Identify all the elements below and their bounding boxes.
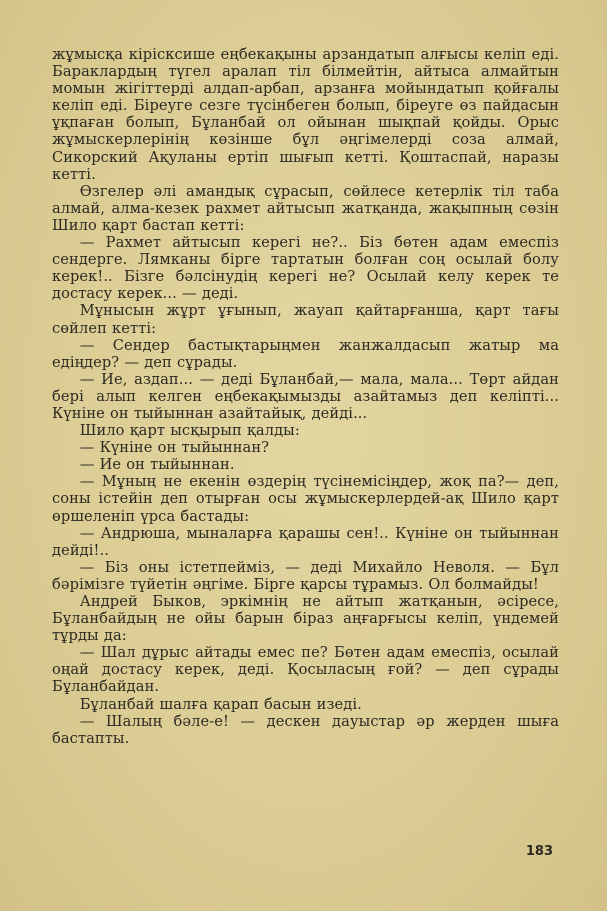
- paragraph: — Мұның не екенін өздерің түсінемісіңдер, жоқ па?— деп, соны істейін деп отырған осы жұмыскерлердей-ақ Шило қарт өршеленіп үрса бастады:: [52, 473, 559, 525]
- paragraph: Мұнысын жұрт ұғынып, жауап қайтарғанша, қарт тағы сөйлеп кетті:: [52, 302, 559, 337]
- paragraph: — Ие, аздап... — деді Бұланбай,— мала, мала... Төрт айдан бері алып келген еңбекақымызды азайтамыз деп келіпті... Күніне он тыйыннан азайтайық, дейді...: [52, 370, 559, 422]
- page-body-text: [52, 46, 559, 747]
- paragraph: Бұланбай шалға қарап басын изеді.: [79, 695, 362, 713]
- paragraph: жұмысқа кірісксише еңбекақыны арзандатып алғысы келіп еді. Бараклардың түгел аралап тіл білмейтін, айтыса алмайтын момын жігіттерді алдап-арбап, арзанға мойындатып қойғалы келіп еді. Біреуге сезге түсінбеген болып, біреуге өз пайдасын ұқпаған болып, Бұланбай ол ойынан шықпай қойды. Орыс жұмыскерлерінің көзінше бұл әңгімелерді соза алмай, Сикорский Ақуланы ертіп шығып кетті. Қоштаспай, наразы кетті.: [52, 46, 559, 183]
- paragraph: Өзгелер әлі амандық сұрасып, сөйлесе кетерлік тіл таба алмай, алма-кезек рахмет айтысып жатқанда, жақыпның сөзін Шило қарт бастап кетті:: [52, 182, 559, 234]
- paragraph: — Шалың бәле-е! — дескен дауыстар әр жерден шыға бастапты.: [52, 712, 559, 747]
- paragraph: — Күніне он тыйыннан?: [79, 439, 270, 457]
- paragraph: — Сендер бастықтарыңмен жанжалдасып жатыр ма едіңдер? — деп сұрады.: [52, 336, 559, 371]
- paragraph: — Андрюша, мыналарға қарашы сен!.. Күніне он тыйыннан дейді!..: [52, 524, 559, 559]
- paragraph: — Біз оны істетпейміз, — деді Михайло Неволя. — Бұл бәрімізге түйетін әңгіме. Бірге қарсы тұрамыз. Ол болмайды!: [52, 558, 559, 593]
- paragraph: — Рахмет айтысып керегі не?.. Біз бөтен адам емеспіз сендерге. Лямканы бірге тартатын болған соң осылай болу керек!.. Бізге бәлсінудің керегі не? Осылай келу керек те достасу керек... — деді.: [52, 234, 559, 303]
- page-number: 183: [525, 844, 553, 859]
- paragraph: Шило қарт ысқырып қалды:: [79, 422, 300, 440]
- paragraph: — Шал дұрыс айтады емес пе? Бөтен адам емеспіз, осылай оңай достасу керек, деді. Қосыласың ғой? — деп сұрады Бұланбайдан.: [52, 644, 559, 696]
- paragraph: — Ие он тыйыннан.: [79, 456, 235, 474]
- paragraph: Андрей Быков, эркімнің не айтып жатқанын, әсіресе, Бұланбайдың не ойы барын біраз аңғарғысы келіп, үндемей тұрды да:: [52, 593, 559, 645]
